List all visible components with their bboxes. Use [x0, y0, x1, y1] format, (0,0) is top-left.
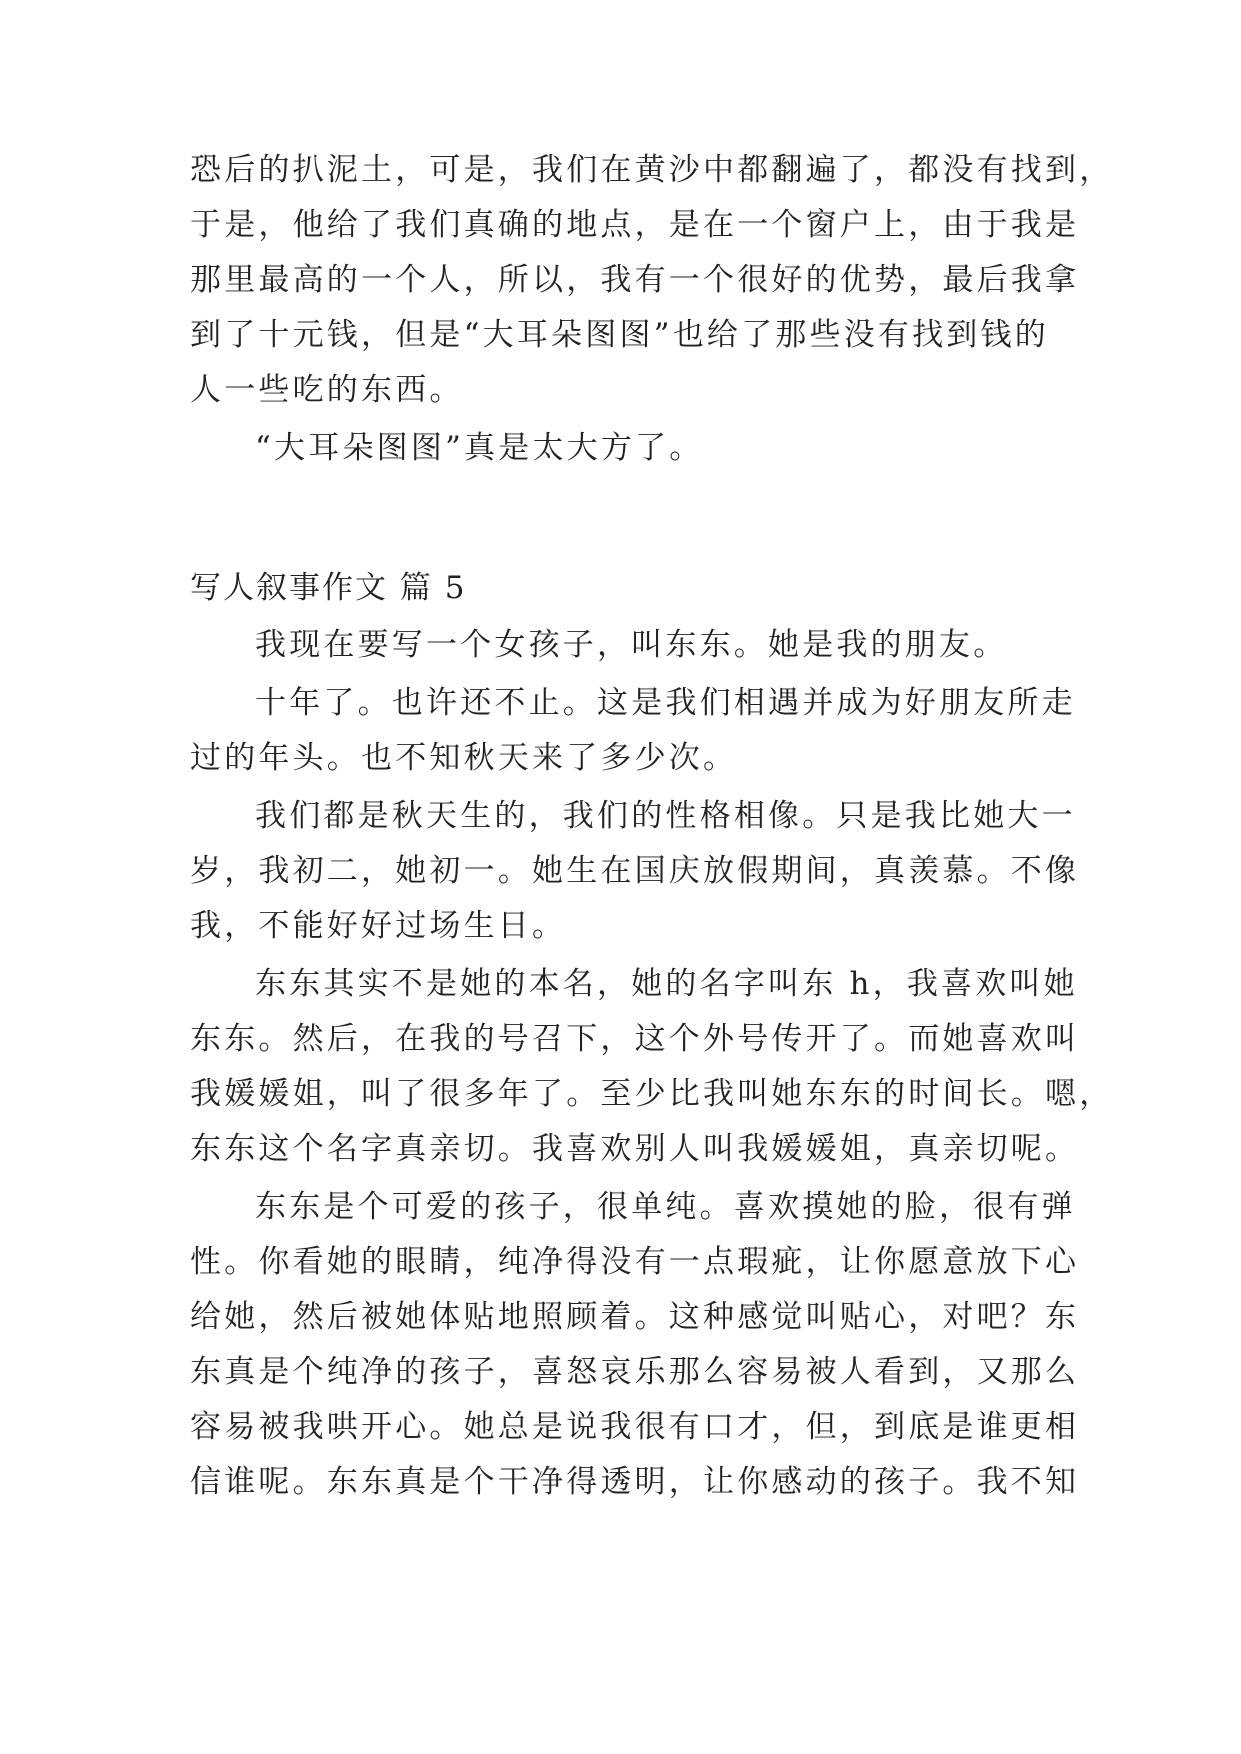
paragraph-line: 我们都是秋天生的，我们的性格相像。只是我比她大一: [255, 798, 1076, 834]
paragraph-line: 东东这个名字真亲切。我喜欢别人叫我媛媛姐，真亲切呢。: [190, 1131, 1080, 1167]
paragraph-line: 到了十元钱，但是“大耳朵图图”也给了那些没有找到钱的: [190, 317, 1049, 353]
paragraph-line: 我媛媛姐，叫了很多年了。至少比我叫她东东的时间长。嗯，: [190, 1076, 1114, 1112]
paragraph-line: 于是，他给了我们真确的地点，是在一个窗户上，由于我是: [190, 207, 1080, 243]
paragraph-line: 我现在要写一个女孩子，叫东东。她是我的朋友。: [255, 627, 1008, 663]
paragraph-line: 我，不能好好过场生日。: [190, 908, 567, 944]
paragraph-line: 容易被我哄开心。她总是说我很有口才，但，到底是谁更相: [190, 1409, 1080, 1445]
paragraph-line: 东真是个纯净的孩子，喜怒哀乐那么容易被人看到，又那么: [190, 1354, 1080, 1390]
paragraph-line: 性。你看她的眼睛，纯净得没有一点瑕疵，让你愿意放下心: [190, 1244, 1080, 1280]
paragraph-line: “大耳朵图图”真是太大方了。: [255, 430, 704, 466]
paragraph-line: 东东。然后，在我的号召下，这个外号传开了。而她喜欢叫: [190, 1021, 1080, 1057]
paragraph-line: 那里最高的一个人，所以，我有一个很好的优势，最后我拿: [190, 262, 1080, 298]
paragraph-line: 过的年头。也不知秋天来了多少次。: [190, 740, 738, 776]
paragraph-line: 十年了。也许还不止。这是我们相遇并成为好朋友所走: [255, 685, 1076, 721]
paragraph-line: 信谁呢。东东真是个干净得透明，让你感动的孩子。我不知: [190, 1464, 1080, 1500]
paragraph-line: 岁，我初二，她初一。她生在国庆放假期间，真羡慕。不像: [190, 853, 1080, 889]
paragraph-line: 东东是个可爱的孩子，很单纯。喜欢摸她的脸，很有弹: [255, 1189, 1076, 1225]
paragraph-line: 人一些吃的东西。: [190, 372, 464, 408]
paragraph-line: 东东其实不是她的本名，她的名字叫东 h，我喜欢叫她: [255, 966, 1078, 1002]
paragraph-line: 恐后的扒泥土，可是，我们在黄沙中都翻遍了，都没有找到，: [190, 152, 1114, 188]
paragraph-line: 给她，然后被她体贴地照顾着。这种感觉叫贴心，对吧？东: [190, 1299, 1080, 1335]
section-heading: 写人叙事作文 篇 5: [190, 570, 467, 606]
